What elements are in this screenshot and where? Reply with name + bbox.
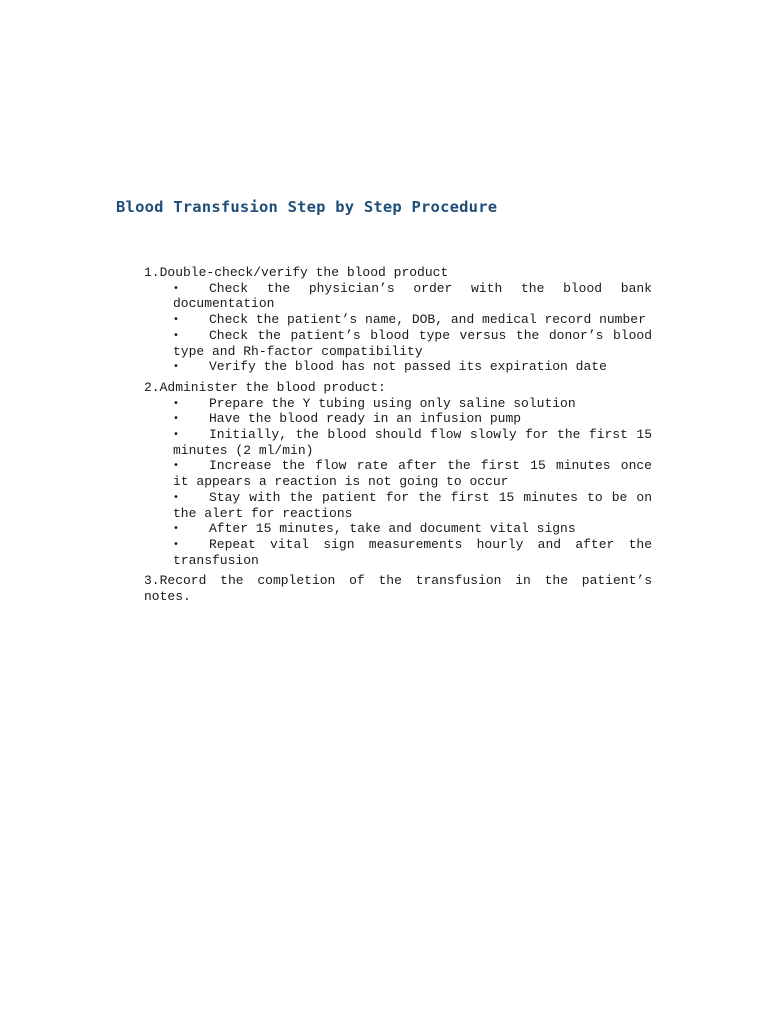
bullet-icon: • xyxy=(173,538,179,550)
list-item xyxy=(173,411,652,427)
bullet-icon: • xyxy=(173,361,179,373)
list-item xyxy=(173,521,652,537)
bullet-icon: • xyxy=(173,314,179,326)
list-item-text: Stay with the patient for the first 15 minutes to be on the alert for reactions xyxy=(173,489,652,521)
bullet-icon: • xyxy=(173,429,179,441)
list-item xyxy=(173,458,652,489)
bullet-icon: • xyxy=(173,491,179,503)
list-item-text: Have the blood ready in an infusion pump xyxy=(209,411,522,427)
list-item xyxy=(173,359,652,375)
list-item-text: Initially, the blood should flow slowly for the first 15 minutes (2 ml/min) xyxy=(173,427,652,458)
list-item xyxy=(173,328,652,359)
step-3 xyxy=(144,573,652,604)
step-heading: 1.Double-check/verify the blood product xyxy=(144,265,449,280)
bullet-icon: • xyxy=(173,329,179,341)
list-item-text: Verify the blood has not passed its expiration date xyxy=(209,359,607,375)
list-item-text: Check the physician’s order with the blood bank documentation xyxy=(173,280,652,312)
step-2 xyxy=(144,380,652,568)
step-heading: 3.Record the completion of the transfusion in the patient’s notes. xyxy=(144,573,652,605)
bullet-icon: • xyxy=(173,413,179,425)
list-item-text: Check the patient’s name, DOB, and medical record number xyxy=(209,312,646,328)
step-1-subitems xyxy=(144,281,652,375)
list-item xyxy=(173,281,652,312)
list-item xyxy=(173,537,652,568)
bullet-icon: • xyxy=(173,523,179,535)
list-item-text: Increase the flow rate after the first 15 minutes once it appears a reaction is not going to occur xyxy=(173,458,652,490)
list-item xyxy=(173,396,652,412)
bullet-icon: • xyxy=(173,397,179,409)
bullet-icon: • xyxy=(173,460,179,472)
procedure-steps xyxy=(144,265,652,610)
list-item-text: Prepare the Y tubing using only saline solution xyxy=(209,395,576,411)
list-item xyxy=(173,427,652,458)
list-item xyxy=(173,312,652,328)
step-heading: 2.Administer the blood product: xyxy=(144,379,386,395)
list-item-text: Repeat vital sign measurements hourly and after the transfusion xyxy=(173,536,652,568)
list-item-text: After 15 minutes, take and document vital signs xyxy=(209,521,576,537)
list-item-text: Check the patient’s blood type versus the donor’s blood type and Rh-factor compatibility xyxy=(173,327,652,359)
step-1 xyxy=(144,265,652,375)
list-item xyxy=(173,490,652,521)
document-title: Blood Transfusion Step by Step Procedure xyxy=(116,198,498,216)
bullet-icon: • xyxy=(173,282,179,294)
step-2-subitems xyxy=(144,396,652,569)
